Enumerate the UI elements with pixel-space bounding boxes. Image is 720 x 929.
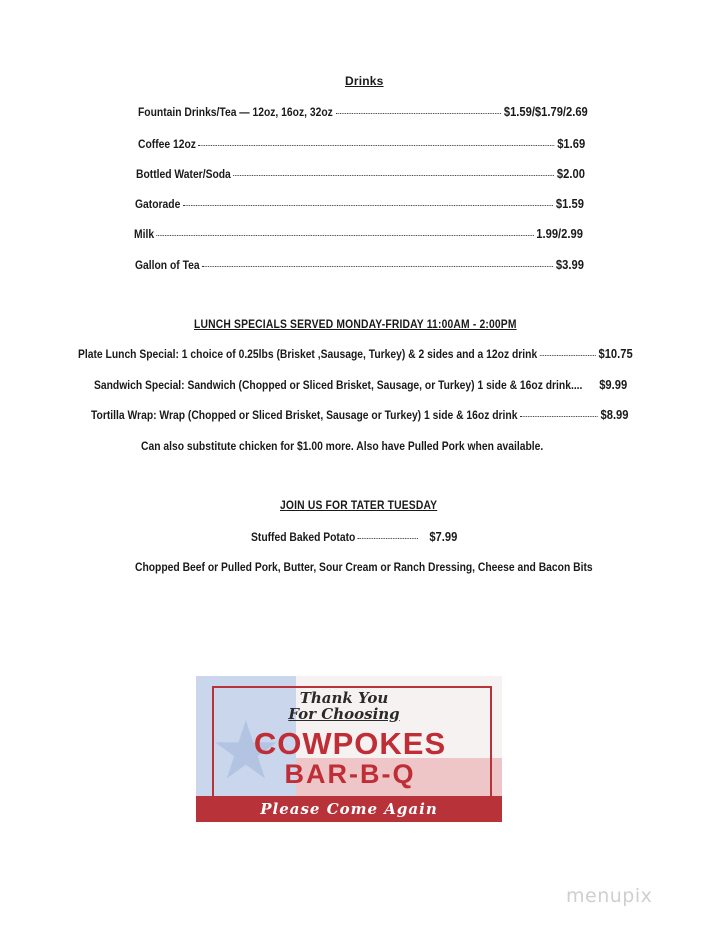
item-price: 1.99/2.99 — [536, 226, 583, 241]
dot-leader — [199, 145, 555, 146]
star-icon: ★ — [210, 706, 282, 795]
item-price: $1.59/$1.79/2.69 — [503, 104, 588, 119]
dot-leader — [540, 355, 596, 356]
menu-item — [135, 257, 584, 272]
item-name: Tortilla Wrap: Wrap (Chopped or Sliced Brisket, Sausage or Turkey) 1 side & 16oz drink — [91, 408, 518, 422]
menu-item — [136, 166, 585, 181]
item-name: Stuffed Baked Potato — [251, 530, 356, 544]
item-name: Milk — [134, 227, 155, 241]
thank-line-2: For Choosing — [288, 705, 400, 723]
lunch-note: Can also substitute chicken for $1.00 more. Also have Pulled Pork when available. — [141, 439, 544, 453]
item-name: Fountain Drinks/Tea — 12oz, 16oz, 32oz — [138, 105, 333, 119]
menu-item — [78, 346, 633, 361]
item-name: Bottled Water/Soda — [136, 167, 231, 181]
menu-item — [134, 226, 583, 241]
menu-item — [91, 407, 629, 422]
menu-item — [251, 529, 456, 544]
item-price: $3.99 — [555, 257, 584, 272]
dot-leader — [335, 113, 501, 114]
item-price: $10.75 — [598, 346, 633, 361]
restaurant-name: COWPOKES — [253, 726, 447, 761]
drinks-title: Drinks — [345, 74, 384, 88]
thank-you-text — [254, 690, 434, 722]
item-price: $2.00 — [556, 166, 585, 181]
dot-leader — [520, 416, 598, 417]
dot-leader — [157, 235, 534, 236]
lunch-specials-title: LUNCH SPECIALS SERVED MONDAY-FRIDAY 11:00AM - 2:00PM — [194, 317, 517, 331]
restaurant-subname: BAR-B-Q — [284, 759, 416, 789]
item-price: $7.99 — [429, 529, 458, 544]
item-price: $1.69 — [557, 136, 586, 151]
dot-leader — [358, 538, 418, 539]
tater-tuesday-title: JOIN US FOR TATER TUESDAY — [280, 498, 438, 512]
thank-line-1: Thank You — [299, 689, 389, 707]
item-name: Plate Lunch Special: 1 choice of 0.25lbs (Brisket ,Sausage, Turkey) & 2 sides and a 12oz drink — [78, 347, 538, 361]
menu-item — [135, 196, 584, 211]
dot-leader — [202, 266, 553, 267]
menu-item — [94, 377, 627, 392]
item-price: $9.99 — [599, 377, 628, 392]
dot-leader — [183, 205, 553, 206]
please-come-again: Please Come Again — [260, 800, 438, 818]
item-name: Gatorade — [135, 197, 181, 211]
dot-leader — [233, 175, 554, 176]
menu-item — [138, 136, 585, 151]
menu-item — [138, 104, 588, 119]
item-name: Gallon of Tea — [135, 258, 200, 272]
item-price: $1.59 — [555, 196, 584, 211]
item-name: Coffee 12oz — [138, 137, 196, 151]
watermark: menupix — [566, 885, 653, 907]
tater-toppings: Chopped Beef or Pulled Pork, Butter, Sour Cream or Ranch Dressing, Cheese and Bacon Bits — [135, 560, 593, 574]
cowpokes-logo — [196, 676, 502, 822]
item-name: Sandwich Special: Sandwich (Chopped or Sliced Brisket, Sausage, or Turkey) 1 side & 16oz drink.... — [94, 378, 583, 392]
item-price: $8.99 — [600, 407, 629, 422]
